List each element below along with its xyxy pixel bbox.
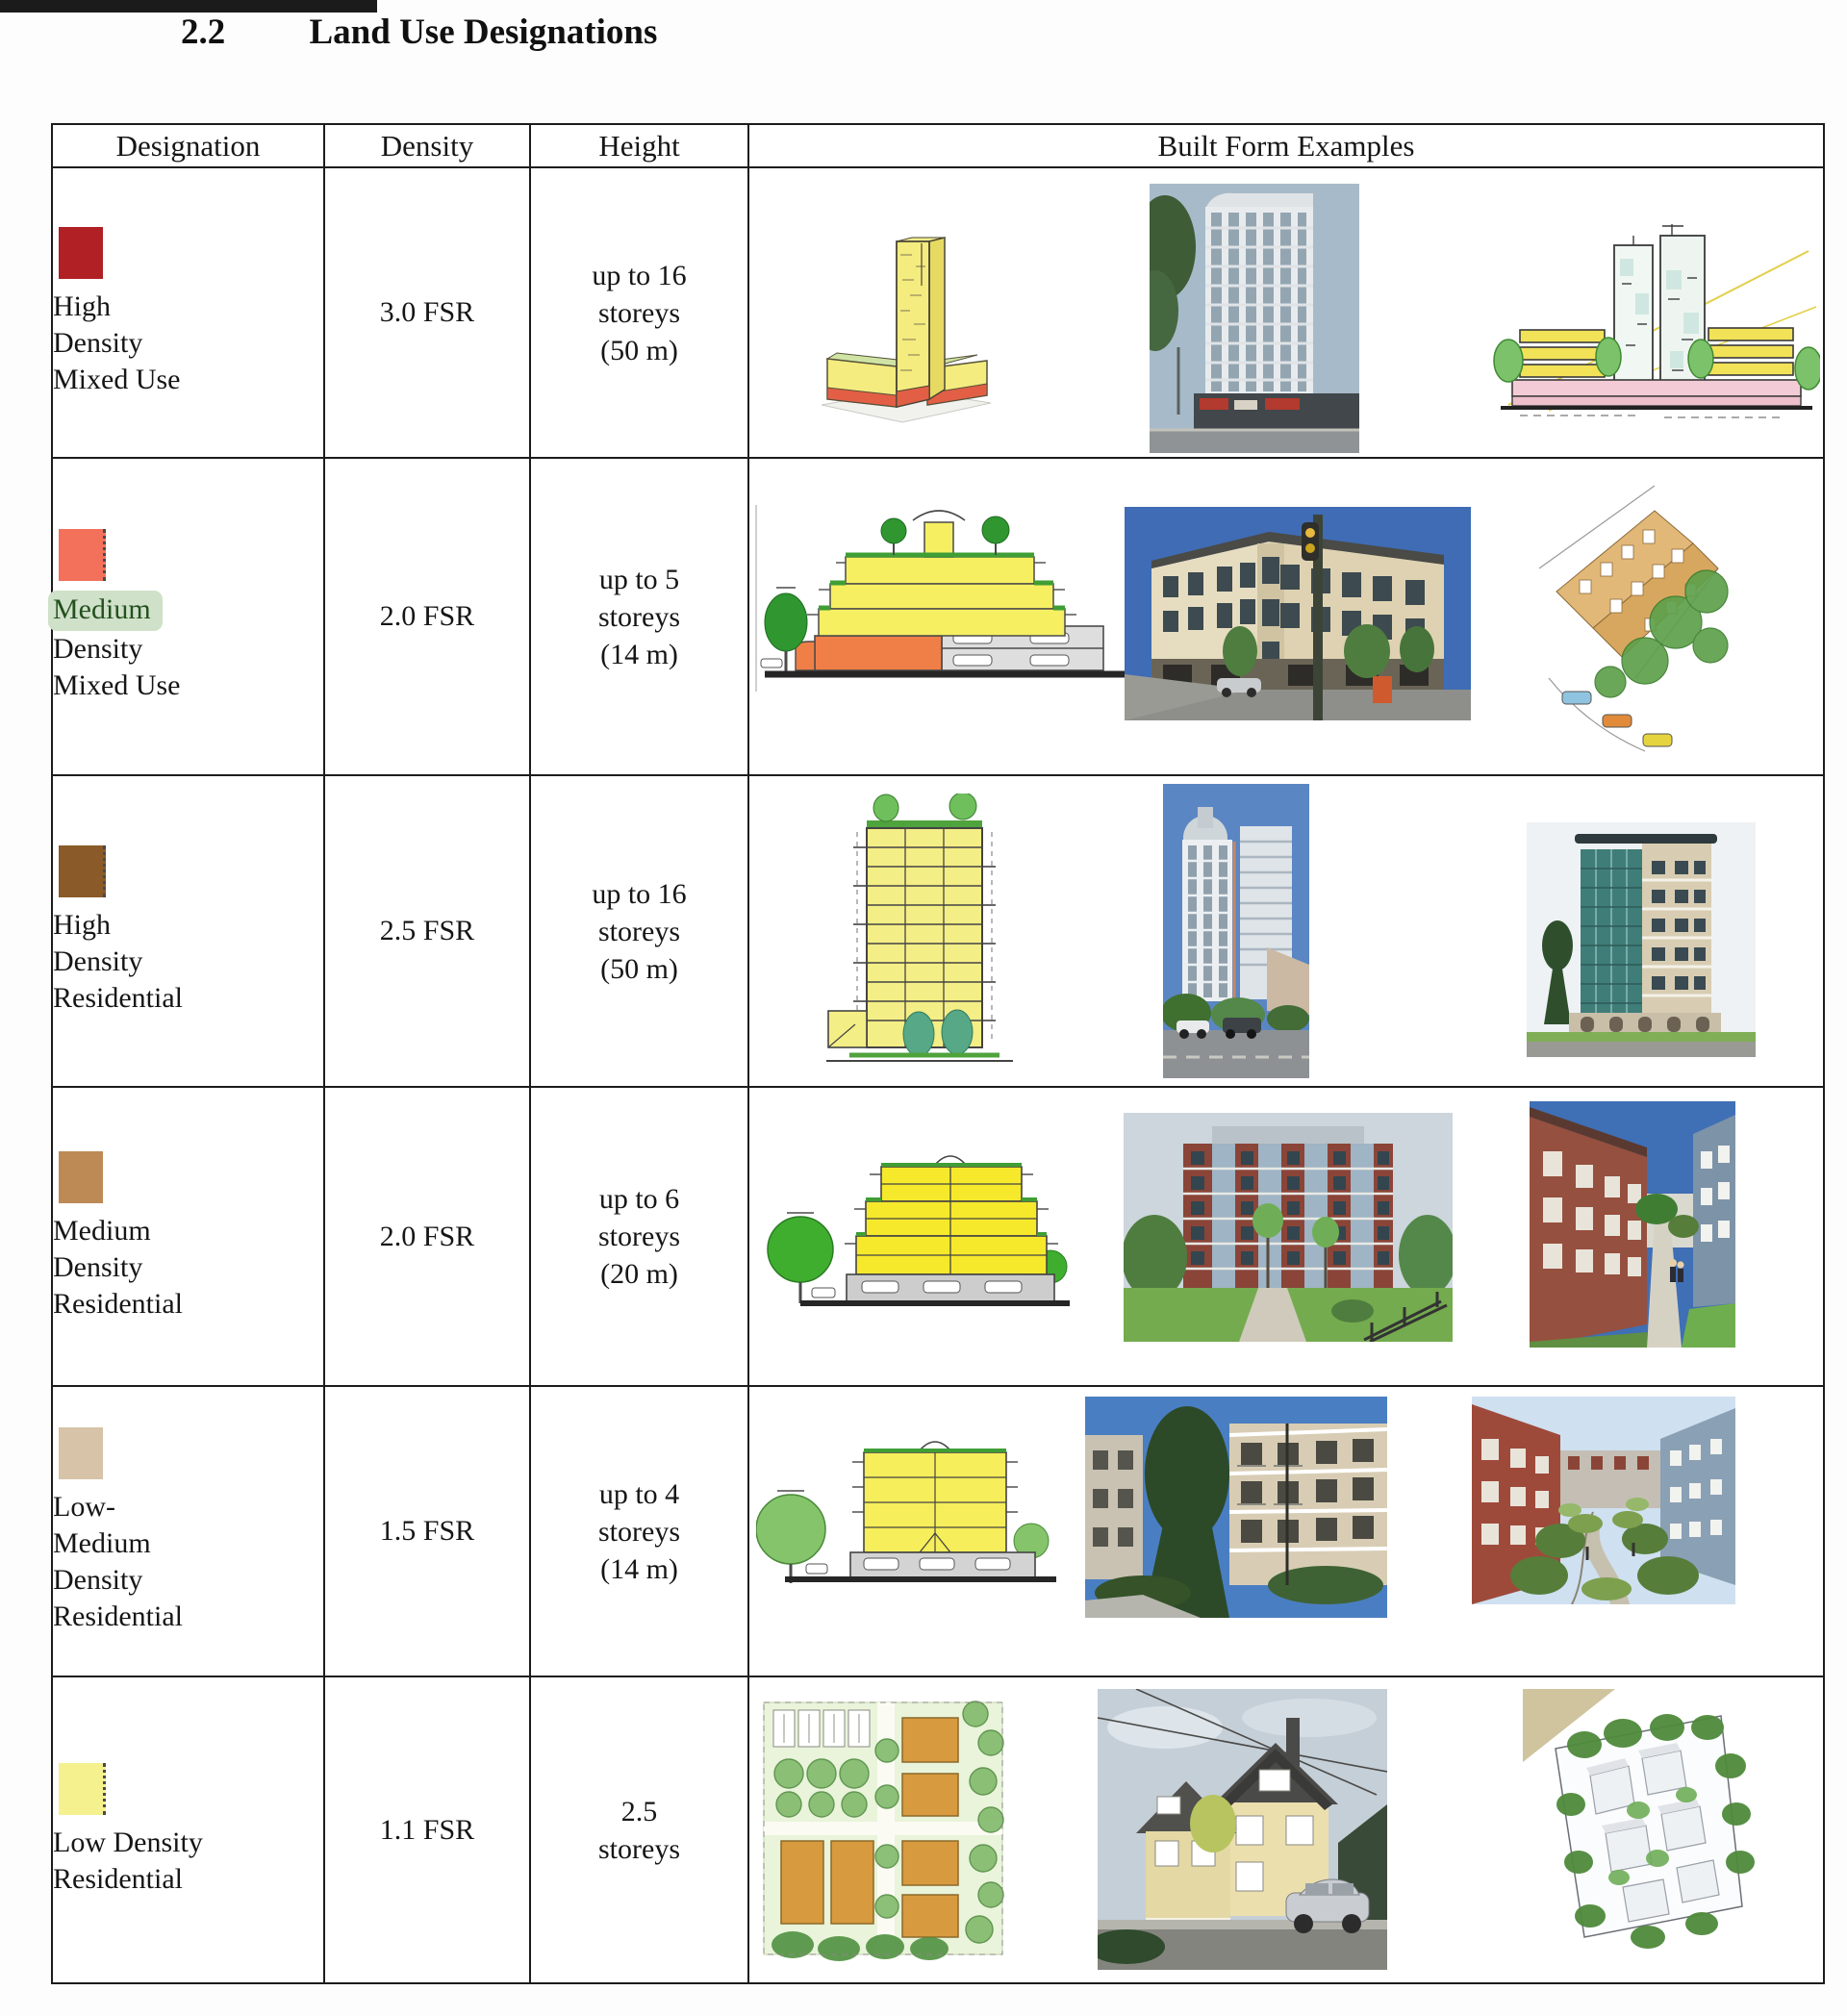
lowrise-section-sketch: [756, 1410, 1072, 1606]
legend-swatch: [59, 1427, 103, 1479]
section-number: 2.2: [181, 13, 226, 52]
built-form-cell: [748, 775, 1824, 1087]
built-form-cell: [748, 1386, 1824, 1676]
legend-swatch: [59, 1151, 103, 1203]
designation-line: Low Density: [53, 1826, 203, 1858]
row-low-density-residential: [52, 1676, 1824, 1983]
density-cell: 2.0 FSR: [324, 458, 530, 775]
designation-line: High: [53, 909, 111, 941]
brick-apartment-park-photo: [1124, 1113, 1453, 1342]
designation-line: Residential: [53, 1287, 183, 1320]
glass-tower-photo: [1527, 822, 1756, 1057]
density-cell: 2.5 FSR: [324, 775, 530, 1087]
designation-line: Medium: [53, 1527, 151, 1559]
built-form-cell: [748, 1087, 1824, 1386]
designation-cell: [52, 1386, 324, 1676]
col-header-height: Height: [530, 124, 748, 167]
stepped-midrise-sketch: [762, 1132, 1085, 1328]
height-cell: up to 4 storeys (14 m): [530, 1386, 748, 1676]
site-plan-sketch: [756, 1693, 1014, 1966]
corner-building-street-photo: [1125, 507, 1471, 720]
massing-model-sketch: [1523, 1689, 1755, 1959]
legend-swatch: [59, 845, 106, 897]
row-medium-density-mixed-use: [52, 458, 1824, 775]
col-header-built-form: Built Form Examples: [748, 124, 1824, 167]
density-cell: 3.0 FSR: [324, 167, 530, 458]
row-low-medium-density-residential: [52, 1386, 1824, 1676]
col-header-density: Density: [324, 124, 530, 167]
brick-walkway-photo: [1530, 1101, 1735, 1348]
built-form-cell: [748, 167, 1824, 458]
designation-cell: [52, 1087, 324, 1386]
height-cell: up to 5 storeys (14 m): [530, 458, 748, 775]
header-row: [52, 124, 1824, 167]
designation-line: Residential: [53, 1862, 183, 1895]
density-cell: 1.1 FSR: [324, 1676, 530, 1983]
built-form-cell: [748, 458, 1824, 775]
designation-cell: [52, 775, 324, 1087]
designation-cell: [52, 458, 324, 775]
height-cell: up to 16 storeys (50 m): [530, 167, 748, 458]
legend-swatch: [59, 1763, 106, 1815]
designation-line: Residential: [53, 1600, 183, 1632]
residential-towers-photo: [1163, 784, 1309, 1078]
designation-line: Mixed Use: [53, 364, 181, 395]
density-cell: 1.5 FSR: [324, 1386, 530, 1676]
designation-line: Residential: [53, 982, 183, 1014]
duplex-houses-photo: [1098, 1689, 1387, 1970]
height-cell: 2.5 storeys: [530, 1676, 748, 1983]
wood-frame-apartments-photo: [1085, 1397, 1387, 1618]
row-medium-density-residential: [52, 1087, 1824, 1386]
designation-line: Medium: [53, 1214, 151, 1247]
designation-line: Density: [53, 1564, 143, 1596]
highlighted-word: Medium: [48, 591, 163, 631]
legend-swatch: [59, 227, 103, 279]
col-header-designation: Designation: [52, 124, 324, 167]
tower-elevation-sketch: [811, 794, 1038, 1076]
density-cell: 2.0 FSR: [324, 1087, 530, 1386]
designation-line: Density: [53, 1250, 143, 1283]
midrise-section-sketch: [753, 499, 1134, 703]
built-form-cell: [748, 1676, 1824, 1983]
highrise-mixed-use-tower-photo: [1150, 184, 1359, 453]
legend-swatch: [59, 529, 106, 581]
land-use-table: [51, 123, 1825, 1984]
designation-line: Mixed Use: [53, 669, 181, 701]
designation-line: Density: [53, 327, 143, 359]
corner-tower-podium-sketch: [814, 216, 997, 424]
section-heading: [181, 12, 657, 53]
height-cell: up to 6 storeys (20 m): [530, 1087, 748, 1386]
courtyard-isometric-sketch: [1530, 476, 1755, 759]
page-title: Land Use Designations: [309, 13, 658, 52]
courtyard-path-photo: [1472, 1397, 1735, 1604]
designation-line: High: [53, 290, 111, 322]
designation-line: Low-: [53, 1491, 115, 1523]
two-towers-elevation-sketch: [1491, 216, 1820, 424]
row-high-density-residential: [52, 775, 1824, 1087]
designation-line: Density: [53, 945, 143, 977]
row-high-density-mixed-use: [52, 167, 1824, 458]
designation-cell: [52, 167, 324, 458]
designation-cell: [52, 1676, 324, 1983]
height-cell: up to 16 storeys (50 m): [530, 775, 748, 1087]
designation-line: Density: [53, 633, 143, 665]
